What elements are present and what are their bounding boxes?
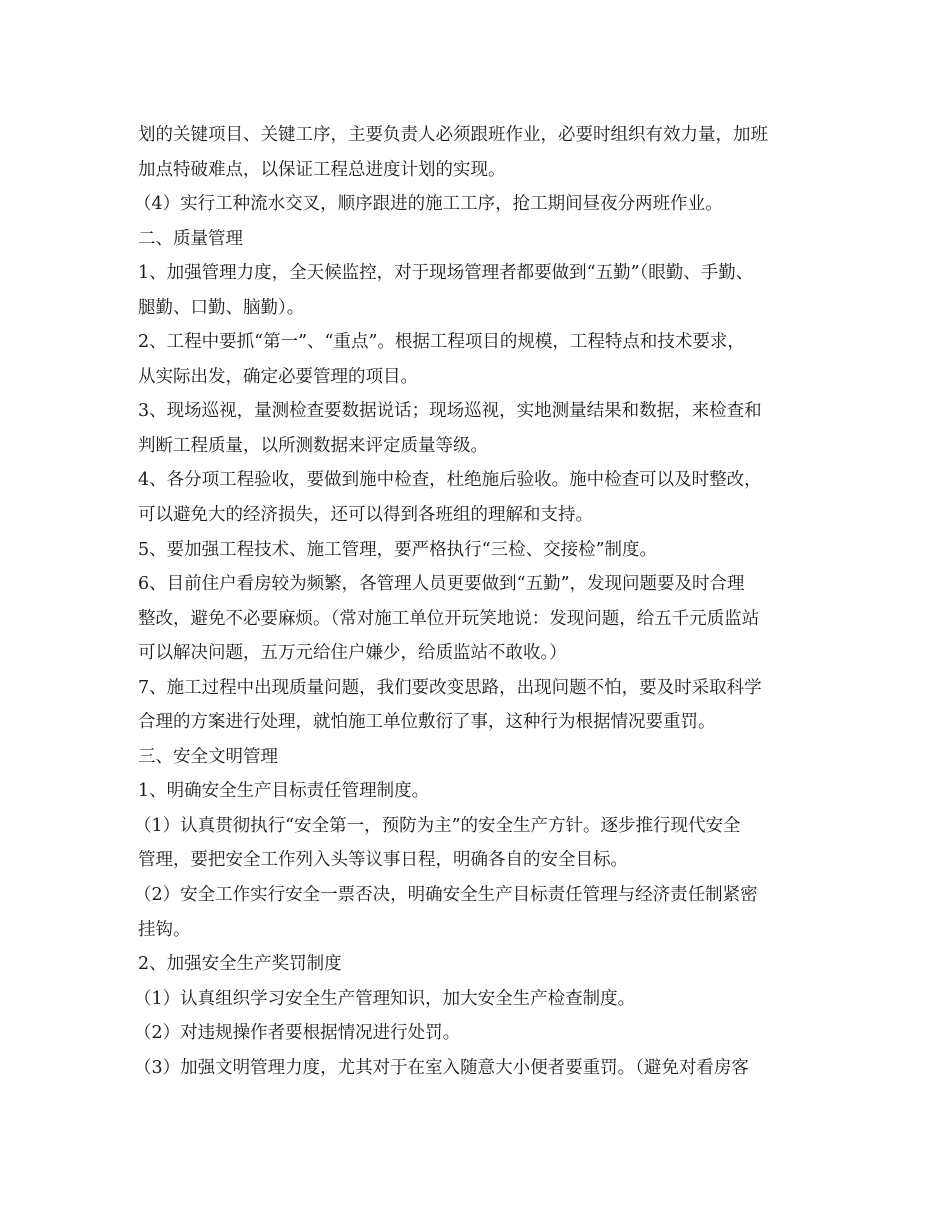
text-line: 4、各分项工程验收，要做到施中检查，杜绝施后验收。施中检查可以及时整改， (138, 470, 762, 491)
text-line: 可以解决问题，五万元给住户嫌少，给质监站不敢收。） (138, 643, 567, 664)
text-line: 整改，避免不必要麻烦。（常对施工单位开玩笑地说：发现问题，给五千元质监站 (138, 608, 760, 629)
text-line: 可以避免大的经济损失，还可以得到各班组的理解和支持。 (138, 505, 593, 526)
text-line: 腿勤、口勤、脑勤）。 (138, 297, 305, 318)
text-line: （3）加强文明管理力度，尤其对于在室入随意大小便者要重罚。（避免对看房客 (134, 1057, 749, 1078)
text-line: 6、目前住户看房较为频繁，各管理人员更要做到“五勤”，发现问题要及时合理 (138, 574, 745, 595)
text-line: 1、加强管理力度，全天候监控，对于现场管理者都要做到“五勤”（眼勤、手勤、 (138, 263, 754, 284)
text-line: （1）认真组织学习安全生产管理知识，加大安全生产检查制度。 (134, 988, 636, 1009)
section-heading: 二、质量管理 (138, 228, 243, 249)
text-line: 判断工程质量，以所测数据来评定质量等级。 (138, 435, 488, 456)
document-body (134, 118, 828, 1085)
text-line: 合理的方案进行处理，就怕施工单位敷衍了事，这种行为根据情况要重罚。 (138, 712, 716, 733)
text-line: 2、工程中要抓“第一”、“重点”。根据工程项目的规模，工程特点和技术要求， (138, 332, 745, 353)
text-line: （2）对违规操作者要根据情况进行处罚。 (134, 1023, 461, 1044)
text-line: 3、现场巡视，量测检查要数据说话；现场巡视，实地测量结果和数据，来检查和 (138, 401, 762, 422)
section-heading: 三、安全文明管理 (138, 746, 278, 767)
text-line: 管理，要把安全工作列入头等议事日程，明确各自的安全目标。 (138, 850, 628, 871)
text-line: 划的关键项目、关键工序，主要负责人必须跟班作业，必要时组织有效力量，加班 (138, 125, 768, 145)
text-line: 1、明确安全生产目标责任管理制度。 (138, 781, 430, 802)
text-line: （2）安全工作实行安全一票否决，明确安全生产目标责任管理与经济责任制紧密 (134, 885, 758, 906)
text-line: 挂钩。 (138, 919, 191, 940)
text-line: 加点特破难点，以保证工程总进度计划的实现。 (138, 159, 506, 180)
text-line: （4）实行工种流水交叉，顺序跟进的施工工序，抢工期间昼夜分两班作业。 (134, 194, 723, 215)
text-line: 从实际出发，确定必要管理的项目。 (138, 366, 418, 387)
text-line: 2、加强安全生产奖罚制度 (138, 954, 342, 975)
text-line: （1）认真贯彻执行“安全第一，预防为主”的安全生产方针。逐步推行现代安全 (134, 815, 741, 836)
text-line: 5、要加强工程技术、施工管理，要严格执行“三检、交接检”制度。 (138, 539, 658, 560)
text-line: 7、施工过程中出现质量问题，我们要改变思路，出现问题不怕，要及时采取科学 (138, 677, 762, 698)
